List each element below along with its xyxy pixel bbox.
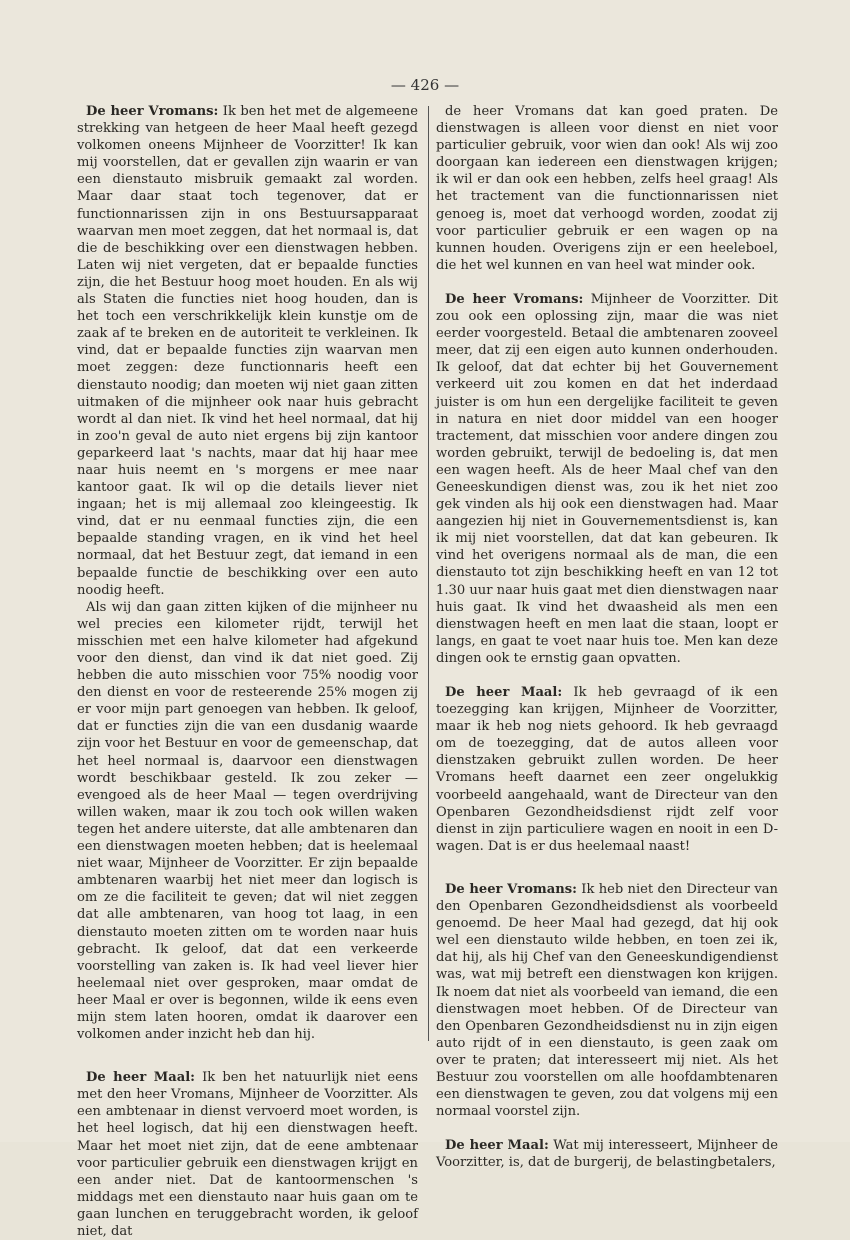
speaker-name: De heer Maal: bbox=[445, 685, 563, 700]
paragraph-text: de heer Vromans dat kan goed praten. De dienstwagen is alleen voor dienst en niet voor particulier gebruik, voor wien dan ook! Als wij zoo doorgaan kan iedereen een dienstwagen krijgen; ik wil er dan ook een hebben, zelfs heel graag! Als het tractement van die functionnarissen niet genoeg is, moet dat verhoogd worden, zoodat zij voor particulier gebruik er een wagen op na kunnen houden. Overigens zijn er een heeleboel, die het wel kunnen en van heel wat minder ook. bbox=[436, 104, 778, 273]
right-column bbox=[436, 103, 778, 1171]
paragraph bbox=[436, 103, 778, 274]
paragraph bbox=[436, 1137, 778, 1171]
paragraph-text: Ik heb niet den Directeur van den Openbaren Gezondheidsdienst als voorbeeld genoemd. De heer Maal had gezegd, dat hij ook wel een dienstauto wilde hebben, en toen zei ik, dat hij, als hij Chef van den Geneeskundigendienst was, wat mij betreft een dienstwagen kon krijgen. Ik noem dat niet als voorbeeld van iemand, die een dienstwagen moet hebben. Of de Directeur van den Openbaren Gezondheidsdienst nu in zijn eigen auto rijdt of in een dienstauto, is geen zaak om over te praten; dat interesseert mij niet. Als het Bestuur zou voorstellen om alle hoofdambtenaren een dienstwagen te geven, zou dat volgens mij een normaal voorstel zijn. bbox=[436, 881, 778, 1120]
speaker-name: De heer Vromans: bbox=[86, 104, 219, 119]
speaker-name: De heer Vromans: bbox=[445, 291, 584, 307]
paragraph bbox=[436, 684, 778, 855]
paragraph bbox=[77, 599, 418, 1043]
paragraph-text: Ik ben het met de algemeene strekking van hetgeen de heer Maal heeft gezegd volkomen oneens Mijnheer de Voorzitter! Ik kan mij voorstellen, dat er gevallen zijn waarin er van een dienstauto misbruik gemaakt zal worden. Maar daar staat toch tegenover, dat er functionnarissen zijn in ons Bestuursapparaat waarvan men moet zeggen, dat het normaal is, dat die de beschikking over een dienstwagen hebben. Laten wij niet vergeten, dat er bepaalde functies zijn, die het Bestuur hoog moet houden. En als wij als Staten die functies niet hoog houden, dan is het toch een verschrikkelijk klein kunstje om de zaak af te breken en de autoriteit te verkleinen. Ik vind, dat er bepaalde functies zijn waarvan men moet zeggen: deze functionnaris heeft een dienstauto noodig; dan moeten wij niet gaan zitten uitmaken of die mijnheer ook naar huis gebracht wordt al dan niet. Ik vind het heel normaal, dat hij in zoo'n geval de auto niet ergens bij zijn kantoor geparkeerd laat 's nachts, maar dat hij haar mee naar huis neemt en 's morgens er mee naar kantoor gaat. Ik wil op die details liever niet ingaan; het is mij allemaal zoo kleingeestig. Ik vind, dat er nu eenmaal functies zijn, die een bepaalde standing vragen, en ik vind het heel normaal, dat het Bestuur zegt, dat iemand in een bepaalde functie de beschikking over een auto noodig heeft. bbox=[77, 104, 418, 598]
paragraph bbox=[77, 1069, 418, 1240]
paragraph-text: Ik heb gevraagd of ik een toezegging kan krijgen, Mijnheer de Voorzitter, maar ik heb nog niets gehoord. Ik heb gevraagd om de toezegging, dat de autos alleen voor dienstzaken gebruikt zullen worden. De heer Vromans heeft daarnet een zeer ongelukkig voorbeeld aangehaald, want de Directeur van den Openbaren Gezondheidsdienst rijdt zelf voor dienst in zijn particuliere wagen en nooit in een D-wagen. Dat is er dus heelemaal naast! bbox=[436, 685, 778, 854]
speaker-name: De heer Vromans: bbox=[445, 881, 577, 897]
page-number: — 426 — bbox=[390, 76, 460, 94]
paragraph-text: Wat mij interesseert, Mijnheer de Voorzitter, is, dat de burgerij, de belastingbetalers, bbox=[436, 1138, 778, 1171]
left-column bbox=[77, 103, 418, 1240]
paragraph bbox=[77, 103, 418, 599]
column-divider bbox=[428, 106, 429, 1041]
paragraph bbox=[436, 881, 778, 1120]
speaker-name: De heer Maal: bbox=[445, 1138, 549, 1154]
paragraph-text: Ik ben het natuurlijk niet eens met den heer Vromans, Mijnheer de Voorzitter. Als een ambtenaar in dienst vervoerd moet worden, is het heel logisch, dat hij een dienstwagen heeft. Maar het moet niet zijn, dat de eene ambtenaar voor particulier gebruik een dienstwagen krijgt en een ander niet. Dat de kantoormenschen 's middags met een dienstauto naar huis gaan om te gaan lunchen en teruggebracht worden, ik geloof niet, dat bbox=[77, 1070, 418, 1239]
paragraph-text: Mijnheer de Voorzitter. Dit zou ook een oplossing zijn, maar die was niet eerder voorgesteld. Betaal die ambtenaren zooveel meer, dat zij een eigen auto kunnen onderhouden. Ik geloof, dat dat echter bij het Gouvernement verkeerd uit zou komen en dat het inderdaad juister is om hun een dergelijke faciliteit te geven in natura en niet door middel van een hooger tractement, dat misschien voor andere dingen zou worden gebruikt, terwijl de bedoeling is, dat men een wagen heeft. Als de heer Maal chef van den Geneeskundigen dienst was, zou ik het niet zoo gek vinden als hij ook een dienstwagen had. Maar aangezien hij niet in Gouvernementsdienst is, kan ik mij niet voorstellen, dat dat kan gebeuren. Ik vind het overigens normaal als de man, die een dienstauto tot zijn beschikking heeft en van 12 tot 1.30 uur naar huis gaat met dien dienstwagen naar huis gaat. Ik vind het dwaasheid als men een dienstwagen heeft en men laat die staan, loopt er langs, en gaat te voet naar huis toe. Men kan deze dingen ook te ernstig gaan opvatten. bbox=[436, 291, 778, 666]
speaker-name: De heer Maal: bbox=[86, 1070, 196, 1086]
paragraph-text: Als wij dan gaan zitten kijken of die mijnheer nu wel precies een kilometer rijdt, terwijl het misschien met een halve kilometer had afgekund voor den dienst, dan vind ik dat niet goed. Zij hebben die auto misschien voor 75% noodig voor den dienst en voor de resteerende 25% mogen zij er voor mijn part genoegen van hebben. Ik geloof, dat er functies zijn die van een dusdanig waarde zijn voor het Bestuur en voor de gemeenschap, dat het heel normaal is, daarvoor een dienstwagen wordt beschikbaar gesteld. Ik zou zeker — evengoed als de heer Maal — tegen overdrijving willen waken, maar ik zou toch ook willen waken tegen het andere uiterste, dat alle ambtenaren dan een dienstwagen moeten hebben; dat is heelemaal niet waar, Mijnheer de Voorzitter. Er zijn bepaalde ambtenaren waarbij het niet meer dan logisch is om ze die faciliteit te geven; dat wil niet zeggen dat alle ambtenaren, van hoog tot laag, in een dienstauto moeten zitten om te worden naar huis gebracht. Ik geloof, dat dat een verkeerde voorstelling van zaken is. Ik had veel liever hier heelemaal niet over gesproken, maar omdat de heer Maal er over is begonnen, wilde ik eens even mijn stem laten hooren, omdat ik daarover een volkomen ander inzicht heb dan hij. bbox=[77, 599, 418, 1043]
paragraph bbox=[436, 291, 778, 667]
